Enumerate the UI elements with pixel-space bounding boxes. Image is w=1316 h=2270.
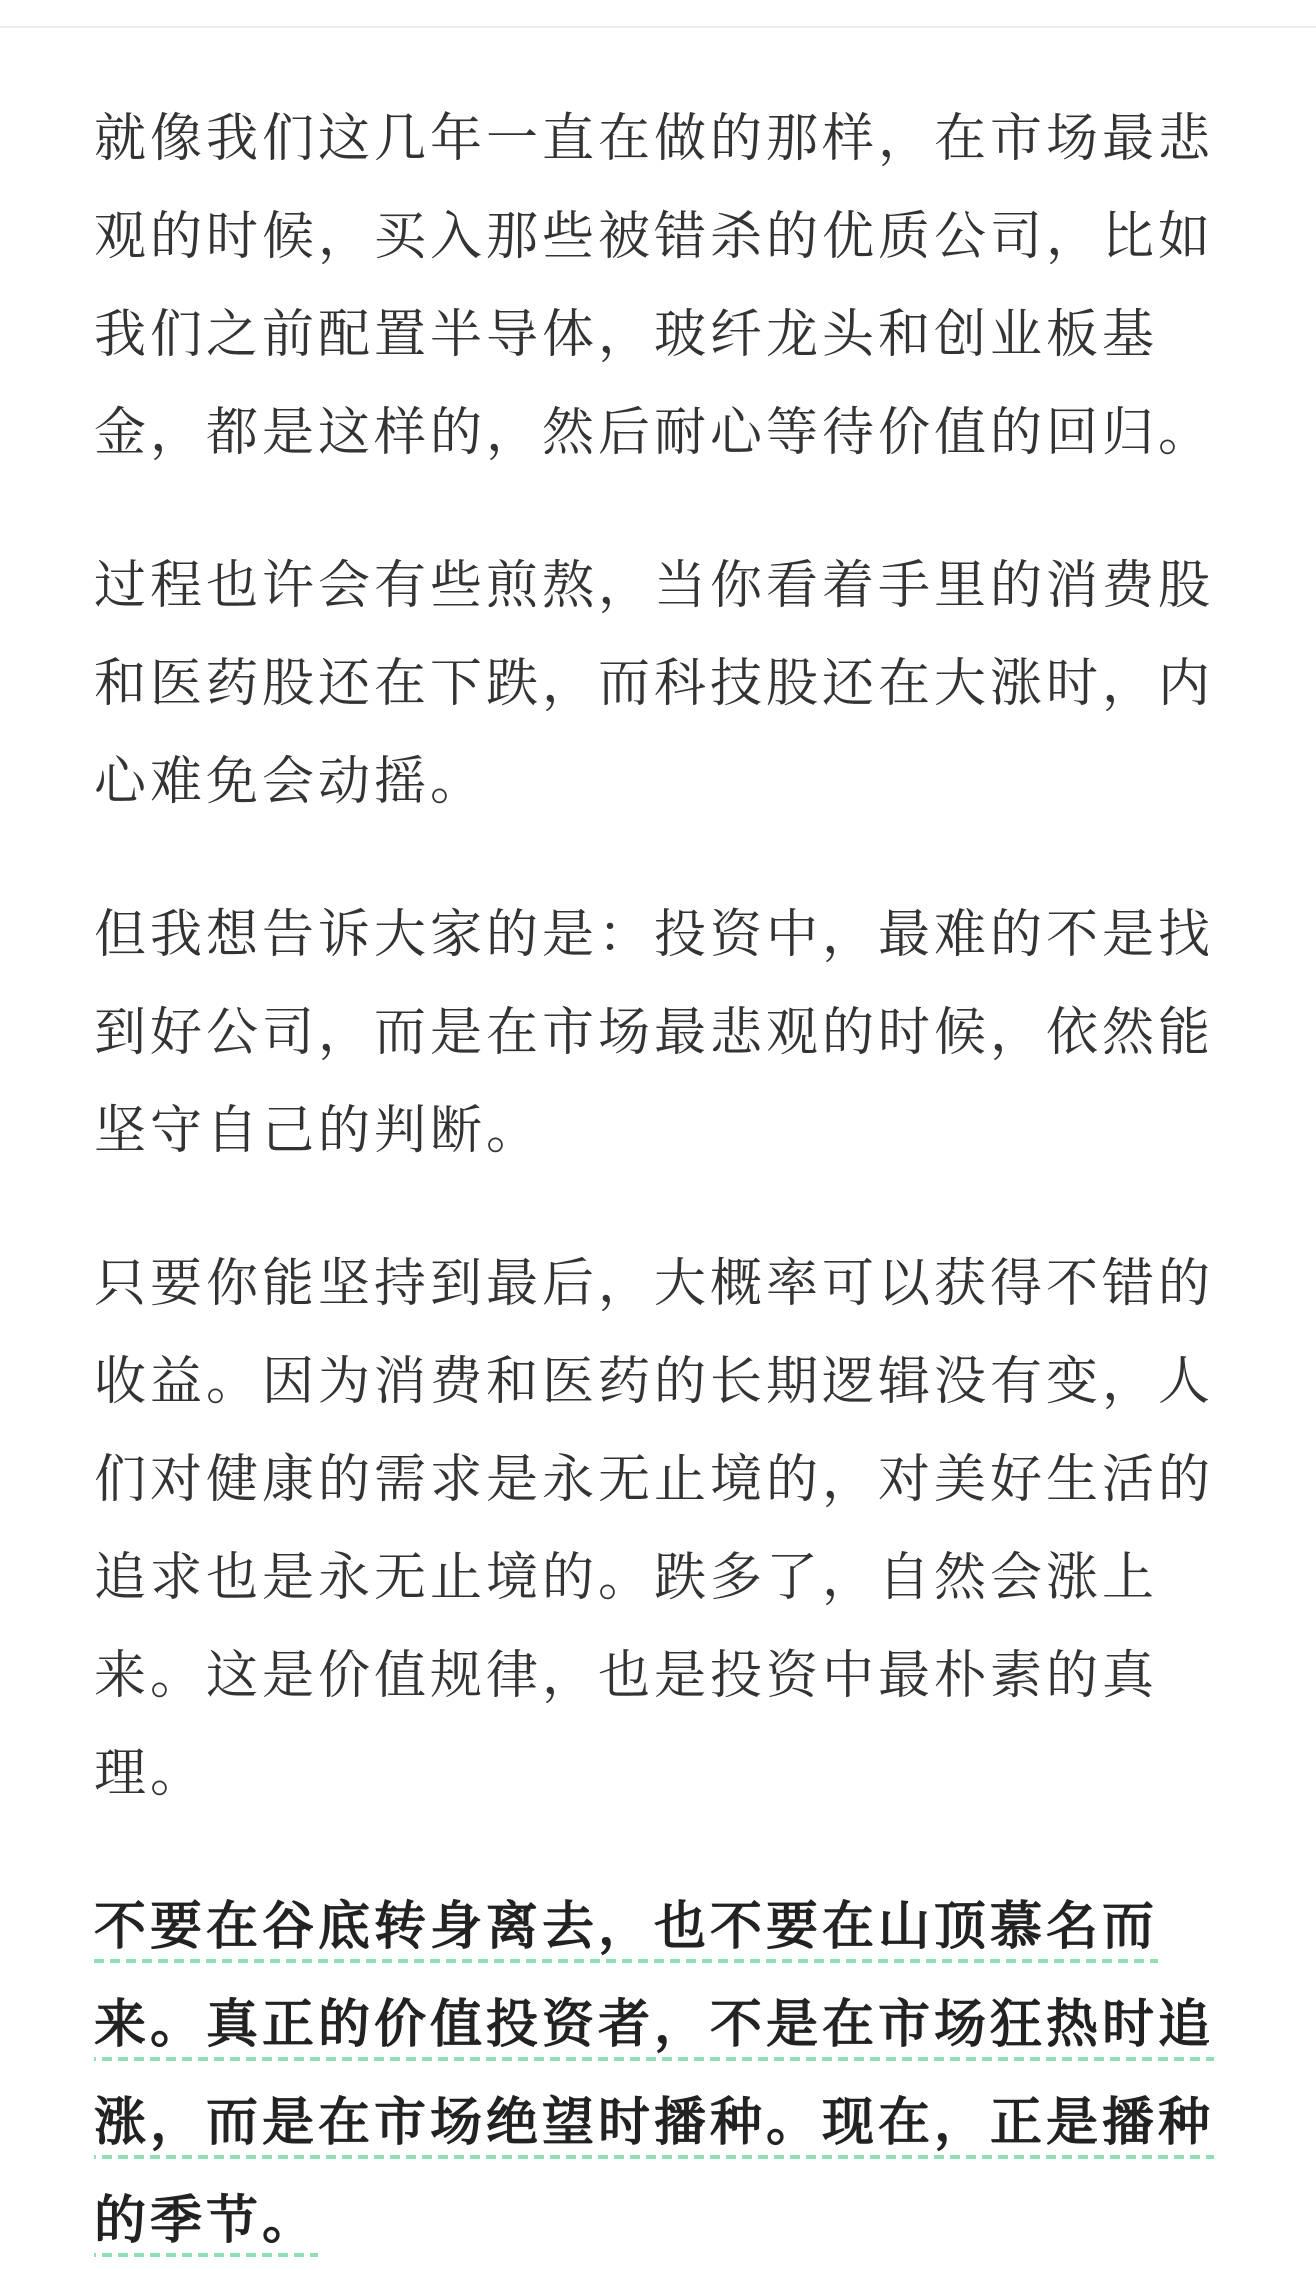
paragraph-long-term-logic: 只要你能坚持到最后，大概率可以获得不错的收益。因为消费和医药的长期逻辑没有变，人们对健康的需求是永无止境的，对美好生活的追求也是永无止境的。跌多了，自然会涨上来。这是价值规律，也是投资中最朴素的真理。 xyxy=(94,1254,1215,1804)
paragraph-value-bargain: 就像我们这几年一直在做的那样，在市场最悲观的时候，买入那些被错杀的优质公司，比如我们之前配置半导体，玻纤龙头和创业板基金，都是这样的，然后耐心等待价值的回归。 xyxy=(94,109,1215,463)
paragraph-process-hardship: 过程也许会有些煎熬，当你看着手里的消费股和医药股还在下跌，而科技股还在大涨时，内心难免会动摇。 xyxy=(94,556,1215,812)
emphasis-paragraph xyxy=(94,1878,1222,2270)
top-divider xyxy=(0,26,1316,28)
article-body xyxy=(94,90,1222,2270)
emphasis-text: 不要在谷底转身离去，也不要在山顶慕名而来。真正的价值投资者，不是在市场狂热时追涨，而是在市场绝望时播种。现在，正是播种的季节。 xyxy=(94,1897,1214,2257)
paragraph-stick-to-judgement: 但我想告诉大家的是：投资中，最难的不是找到好公司，而是在市场最悲观的时候，依然能坚守自己的判断。 xyxy=(94,905,1215,1161)
